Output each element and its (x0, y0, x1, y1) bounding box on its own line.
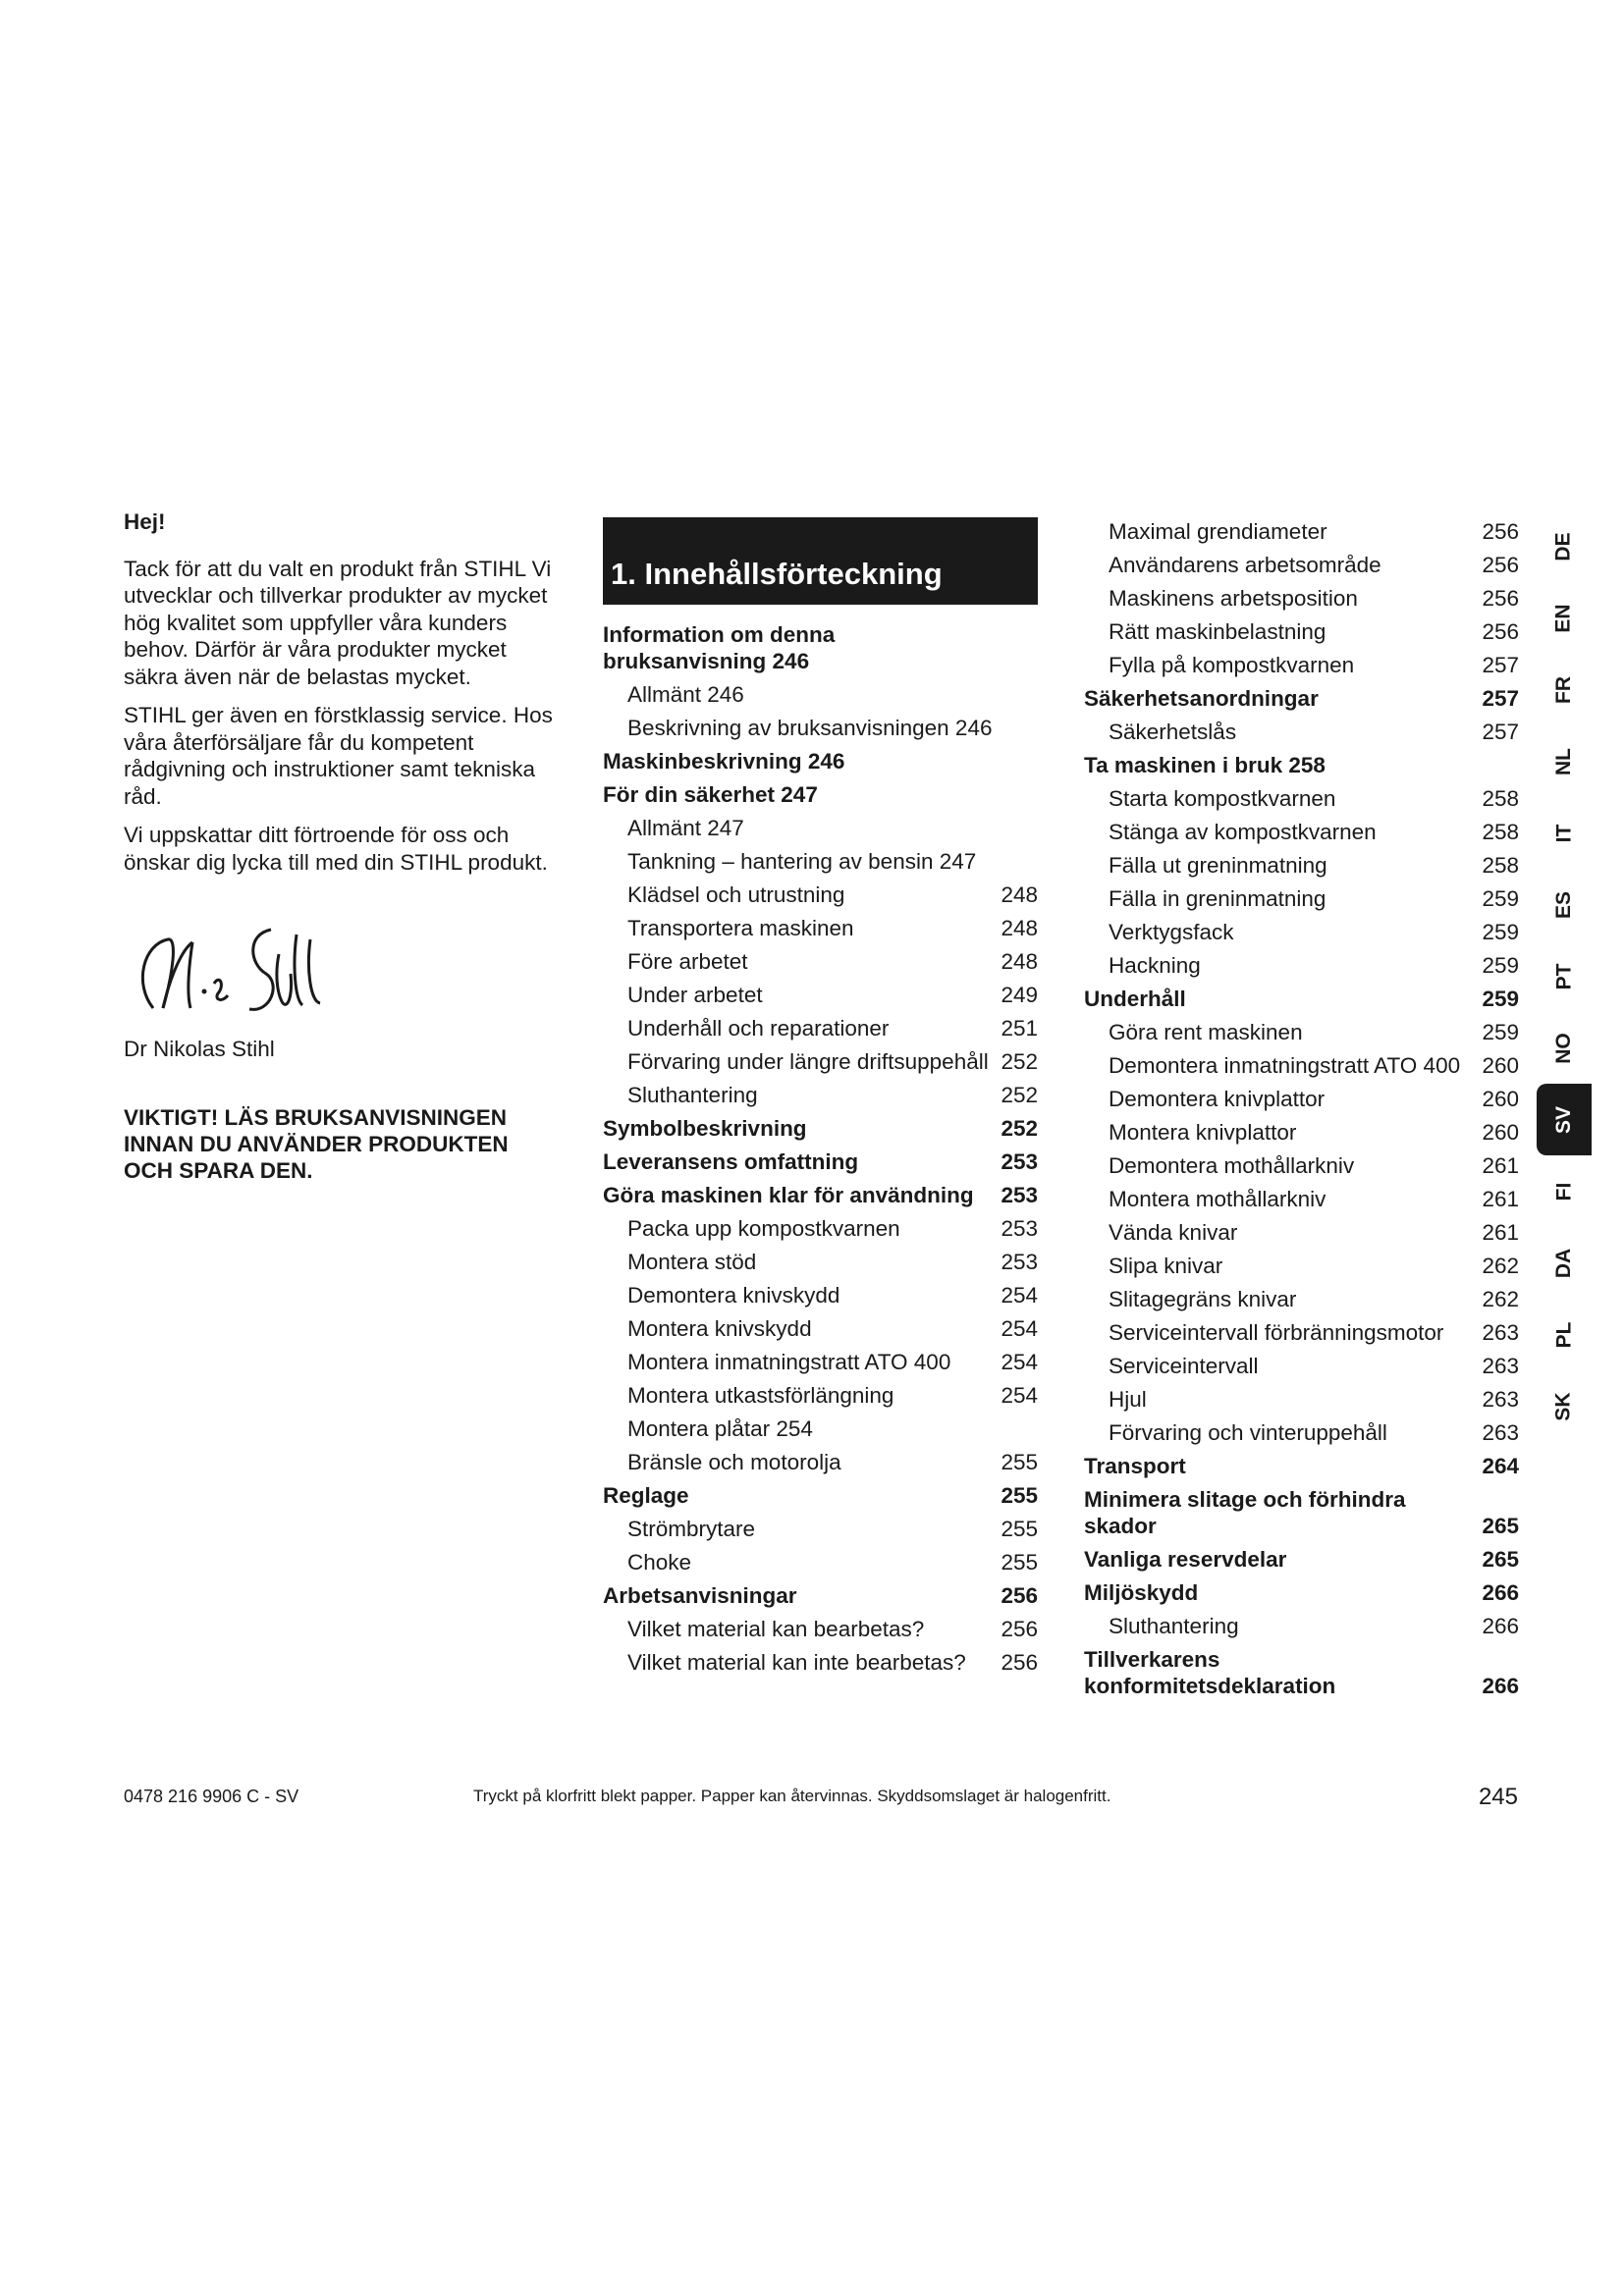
signer-name: Dr Nikolas Stihl (124, 1037, 275, 1061)
toc-entry-page: 254 (1001, 1350, 1038, 1374)
page-number: 245 (1478, 1784, 1518, 1810)
toc-entry-title: Maximal grendiameter (1109, 519, 1327, 544)
toc-entry-title: Förvaring under längre driftsuppehåll (627, 1049, 989, 1074)
toc-entry-title: Säkerhetsanordningar (1084, 686, 1319, 711)
toc-entry-page: 256 (1482, 619, 1519, 644)
toc-entry (603, 1613, 1038, 1646)
toc-entry (603, 1112, 1038, 1146)
toc-entry (1084, 1149, 1519, 1183)
language-tab-nl[interactable] (1537, 725, 1592, 797)
toc-entry-title: Förvaring och vinteruppehåll (1109, 1420, 1387, 1445)
toc-entry-page: 266 (1482, 1614, 1519, 1638)
toc-entry-page: 265 (1482, 1514, 1519, 1538)
toc-entry-title: Maskinens arbetsposition (1109, 586, 1358, 611)
toc-entry-title: Ta maskinen i bruk 258 (1084, 753, 1326, 777)
toc-entry-title: Slipa knivar (1109, 1254, 1223, 1278)
toc-entry-page: 256 (1482, 519, 1519, 544)
toc-entry-title: Göra rent maskinen (1109, 1020, 1303, 1044)
toc-entry (1084, 1250, 1519, 1283)
toc-entry-title: Symbolbeskrivning (603, 1116, 807, 1141)
toc-entry-title: Montera stöd (627, 1250, 757, 1274)
toc-entry-title: Serviceintervall (1109, 1354, 1259, 1378)
toc-entry-title: Arbetsanvisningar (603, 1583, 797, 1608)
toc-entry-title: Miljöskydd (1084, 1580, 1199, 1605)
toc-entry-title: Strömbrytare (627, 1517, 756, 1541)
language-tab-label: ES (1551, 890, 1575, 919)
paper-note: Tryckt på klorfritt blekt papper. Papper kan återvinnas. Skyddsomslaget är halogenfritt. (473, 1787, 1111, 1805)
toc-entry-title: Under arbetet (627, 983, 763, 1007)
toc-entry (1084, 1116, 1519, 1149)
toc-entry-title: Stänga av kompostkvarnen (1109, 820, 1377, 844)
toc-entry (603, 979, 1038, 1012)
toc-entry (1084, 1543, 1519, 1576)
toc-entry-page: 253 (1001, 1216, 1038, 1241)
language-tabs (1537, 510, 1592, 1442)
toc-entry-page: 256 (1001, 1583, 1038, 1608)
toc-entry (603, 1479, 1038, 1513)
toc-entry-page: 249 (1001, 983, 1038, 1007)
language-tab-label: EN (1552, 603, 1575, 633)
toc-entry (603, 1012, 1038, 1045)
toc-entry (1084, 849, 1519, 882)
toc-entry-page (995, 805, 1038, 812)
toc-entry (1084, 1283, 1519, 1316)
language-tab-da[interactable] (1537, 1227, 1592, 1299)
toc-entry-title: Montera plåtar 254 (627, 1416, 813, 1441)
toc-entry-page: 252 (1001, 1116, 1038, 1141)
intro-section (124, 508, 556, 1196)
toc-entry-page: 258 (1482, 820, 1519, 844)
toc-entry-title: Choke (627, 1550, 692, 1575)
toc-entry-page: 266 (1482, 1674, 1519, 1698)
toc-entry-page: 262 (1482, 1254, 1519, 1278)
toc-entry-title: Underhåll och reparationer (627, 1016, 890, 1041)
toc-entry-page: 258 (1482, 853, 1519, 878)
toc-entry (1084, 1216, 1519, 1250)
toc-entry-title: För din säkerhet 247 (603, 782, 818, 807)
toc-entry-page: 264 (1482, 1454, 1519, 1478)
toc-entry-title: Montera inmatningstratt ATO 400 (627, 1350, 951, 1374)
toc-entry-page (995, 1439, 1038, 1446)
handwritten-signature (124, 915, 340, 1028)
signature-image (124, 915, 556, 1028)
toc-entry-page: 257 (1482, 720, 1519, 744)
toc-entry-title: Fylla på kompostkvarnen (1109, 653, 1355, 677)
toc-entry-title: Vilket material kan inte bearbetas? (627, 1650, 966, 1675)
toc-entry-title: Montera knivskydd (627, 1316, 812, 1341)
language-tab-label: SV (1551, 1105, 1575, 1134)
toc-entry-page: 259 (1482, 920, 1519, 944)
toc-entry (1084, 515, 1519, 549)
toc-entry (603, 1045, 1038, 1079)
toc-entry (1084, 882, 1519, 916)
toc-entry-title: Demontera knivplattor (1109, 1087, 1326, 1111)
toc-entry-title: Säkerhetslås (1109, 720, 1237, 744)
toc-entry-title: Vända knivar (1109, 1220, 1238, 1245)
toc-entry-page: 263 (1482, 1420, 1519, 1445)
toc-entry-title: Starta kompostkvarnen (1109, 786, 1336, 811)
toc-entry-title: Montera mothållarkniv (1109, 1187, 1326, 1211)
toc-entry (603, 618, 1038, 678)
toc-entry (1084, 1183, 1519, 1216)
toc-entry-title: Fälla in greninmatning (1109, 886, 1326, 911)
language-tab-sv[interactable] (1537, 1084, 1592, 1155)
toc-entry (603, 1346, 1038, 1379)
toc-entry (603, 812, 1038, 845)
toc-entry-title: Rätt maskinbelastning (1109, 619, 1326, 644)
language-tab-label: DA (1552, 1248, 1575, 1278)
toc-entry (1084, 1416, 1519, 1450)
toc-entry-page: 253 (1001, 1149, 1038, 1174)
toc-entry-page: 255 (1001, 1517, 1038, 1541)
toc-entry-page: 255 (1001, 1550, 1038, 1575)
toc-column-2 (1084, 515, 1519, 1703)
language-tab-de[interactable] (1537, 510, 1592, 582)
language-tab-label: NO (1552, 1032, 1575, 1064)
toc-entry-page: 259 (1482, 886, 1519, 911)
toc-entry-page: 256 (1001, 1617, 1038, 1641)
toc-entry (1084, 649, 1519, 682)
toc-entry (1084, 1576, 1519, 1610)
toc-entry (603, 845, 1038, 879)
toc-entry (1084, 1316, 1519, 1350)
language-tab-fi[interactable] (1537, 1155, 1592, 1227)
language-tab-pl[interactable] (1537, 1299, 1592, 1370)
toc-entry (603, 912, 1038, 945)
toc-entry (603, 1413, 1038, 1446)
toc-entry (603, 1279, 1038, 1312)
toc-entry (1084, 749, 1519, 782)
intro-paragraph: Tack för att du valt en produkt från STIHL Vi utvecklar och tillverkar produkter av mycket hög kvalitet som uppfyller våra kunders behov. Därför är våra produkter mycket säkra även när de belastas mycket. (124, 556, 552, 689)
toc-entry-page: 263 (1482, 1354, 1519, 1378)
toc-entry (603, 1513, 1038, 1546)
toc-entry (603, 1179, 1038, 1212)
toc-entry-page: 255 (1001, 1450, 1038, 1474)
toc-entry-title: Demontera mothållarkniv (1109, 1153, 1355, 1178)
toc-entry-page: 256 (1482, 586, 1519, 611)
toc-entry-page: 263 (1482, 1320, 1519, 1345)
toc-entry (1084, 816, 1519, 849)
toc-entry-title: Bränsle och motorolja (627, 1450, 841, 1474)
toc-entry (603, 945, 1038, 979)
toc-entry (603, 745, 1038, 778)
toc-entry-title: Transportera maskinen (627, 916, 854, 940)
toc-column-1 (603, 618, 1038, 1680)
language-tab-label: PT (1552, 963, 1575, 989)
toc-entry-page: 253 (1001, 1250, 1038, 1274)
language-tab-label: PL (1552, 1321, 1575, 1348)
toc-heading: 1. Innehållsförteckning (603, 517, 1038, 605)
language-tab-en[interactable] (1537, 582, 1592, 654)
toc-entry (603, 678, 1038, 712)
toc-entry-title: Minimera slitage och förhindra skador (1084, 1487, 1406, 1538)
toc-entry-page: 260 (1482, 1053, 1519, 1078)
toc-entry-title: Sluthantering (1109, 1614, 1239, 1638)
toc-entry-title: Före arbetet (627, 949, 748, 974)
toc-entry (1084, 549, 1519, 582)
toc-entry-title: Beskrivning av bruksanvisningen 246 (627, 716, 993, 740)
toc-entry (603, 1312, 1038, 1346)
toc-entry-page: 258 (1482, 786, 1519, 811)
toc-entry (1084, 1643, 1519, 1703)
toc-entry-page: 265 (1482, 1547, 1519, 1572)
toc-entry-page: 254 (1001, 1316, 1038, 1341)
language-tab-label: FI (1551, 1182, 1575, 1201)
toc-entry-page: 260 (1482, 1120, 1519, 1145)
toc-entry (1084, 1450, 1519, 1483)
toc-entry-page: 254 (1001, 1383, 1038, 1408)
toc-entry-title: Klädsel och utrustning (627, 882, 845, 907)
toc-entry-page (995, 671, 1038, 678)
toc-entry-page (1476, 775, 1519, 782)
intro-paragraph: STIHL ger även en förstklassig service. Hos våra återförsäljare får du kompetent rådgivning och instruktioner samt tekniska råd. (124, 703, 553, 809)
toc-entry-page: 263 (1482, 1387, 1519, 1412)
toc-entry (603, 1146, 1038, 1179)
toc-entry-page (995, 705, 1038, 712)
toc-entry-title: Slitagegräns knivar (1109, 1287, 1297, 1311)
toc-entry-title: Reglage (603, 1483, 689, 1508)
language-tab-label: SK (1552, 1391, 1575, 1421)
toc-entry-title: Serviceintervall förbränningsmotor (1109, 1320, 1444, 1345)
toc-entry (603, 1579, 1038, 1613)
toc-entry-title: Allmänt 247 (627, 816, 744, 840)
toc-entry-page (995, 838, 1038, 845)
toc-entry (603, 712, 1038, 745)
toc-entry-page: 254 (1001, 1283, 1038, 1308)
toc-entry-title: Göra maskinen klar för användning (603, 1183, 974, 1207)
toc-entry (1084, 1083, 1519, 1116)
toc-entry-title: Användarens arbetsområde (1109, 553, 1381, 577)
toc-entry-page: 248 (1001, 949, 1038, 974)
toc-entry-page: 253 (1001, 1183, 1038, 1207)
toc-entry (603, 1079, 1038, 1112)
toc-entry-title: Hackning (1109, 953, 1201, 978)
toc-entry (1084, 782, 1519, 816)
language-tab-label: DE (1552, 531, 1575, 561)
toc-entry (1084, 1610, 1519, 1643)
toc-entry-page: 248 (1001, 916, 1038, 940)
greeting: Hej! (124, 509, 166, 534)
toc-entry (1084, 1383, 1519, 1416)
toc-entry (1084, 1016, 1519, 1049)
toc-entry (1084, 682, 1519, 716)
toc-entry (603, 778, 1038, 812)
toc-entry (1084, 582, 1519, 615)
toc-entry-page (995, 738, 1038, 745)
toc-entry-title: Transport (1084, 1454, 1186, 1478)
toc-entry (1084, 615, 1519, 649)
toc-entry (1084, 716, 1519, 749)
toc-entry-page: 248 (1001, 882, 1038, 907)
toc-entry-title: Information om denna bruksanvisning 246 (603, 622, 836, 673)
toc-entry (1084, 949, 1519, 983)
toc-entry (1084, 1049, 1519, 1083)
language-tab-es[interactable] (1537, 869, 1592, 940)
toc-entry-page: 261 (1482, 1153, 1519, 1178)
toc-entry-page: 260 (1482, 1087, 1519, 1111)
language-tab-it[interactable] (1537, 797, 1592, 869)
toc-entry-title: Vanliga reservdelar (1084, 1547, 1287, 1572)
toc-entry-title: Verktygsfack (1109, 920, 1234, 944)
toc-entry-page: 256 (1482, 553, 1519, 577)
toc-entry-title: Tillverkarens konformitetsdeklaration (1084, 1647, 1336, 1698)
toc-entry-page: 259 (1482, 953, 1519, 978)
toc-entry-title: Montera utkastsförlängning (627, 1383, 894, 1408)
toc-entry-title: Montera knivplattor (1109, 1120, 1297, 1145)
toc-entry (603, 1546, 1038, 1579)
toc-entry-title: Maskinbeskrivning 246 (603, 749, 845, 774)
toc-entry (603, 879, 1038, 912)
toc-entry (603, 1212, 1038, 1246)
toc-entry-page: 257 (1482, 653, 1519, 677)
toc-entry-page: 259 (1482, 987, 1519, 1011)
toc-entry-title: Demontera knivskydd (627, 1283, 840, 1308)
toc-entry-page: 261 (1482, 1220, 1519, 1245)
language-tab-sk[interactable] (1537, 1370, 1592, 1442)
toc-entry-page: 257 (1482, 686, 1519, 711)
toc-entry-page: 259 (1482, 1020, 1519, 1044)
toc-entry-page (995, 872, 1038, 879)
toc-entry-title: Leveransens omfattning (603, 1149, 859, 1174)
intro-paragraph: Vi uppskattar ditt förtroende för oss och önskar dig lycka till med din STIHL produkt. (124, 823, 548, 875)
toc-entry-page: 266 (1482, 1580, 1519, 1605)
toc-entry-title: Underhåll (1084, 987, 1186, 1011)
toc-entry-page: 255 (1001, 1483, 1038, 1508)
toc-entry-page: 261 (1482, 1187, 1519, 1211)
toc-entry (603, 1446, 1038, 1479)
language-tab-pt[interactable] (1537, 940, 1592, 1012)
toc-entry-page: 256 (1001, 1650, 1038, 1675)
toc-entry-page (995, 772, 1038, 778)
toc-entry-page: 262 (1482, 1287, 1519, 1311)
language-tab-label: IT (1551, 824, 1575, 842)
toc-entry-title: Fälla ut greninmatning (1109, 853, 1327, 878)
toc-entry (603, 1646, 1038, 1680)
warning-text: VIKTIGT! LÄS BRUKSANVISNINGEN INNAN DU ANVÄNDER PRODUKTEN OCH SPARA DEN. (124, 1104, 509, 1183)
toc-entry-title: Sluthantering (627, 1083, 758, 1107)
toc-entry-title: Demontera inmatningstratt ATO 400 (1109, 1053, 1461, 1078)
toc-entry (1084, 916, 1519, 949)
toc-entry (603, 1246, 1038, 1279)
document-code: 0478 216 9906 C - SV (124, 1787, 299, 1806)
language-tab-label: FR (1552, 675, 1575, 704)
toc-entry-title: Tankning – hantering av bensin 247 (627, 849, 977, 874)
language-tab-fr[interactable] (1537, 654, 1592, 725)
toc-entry (1084, 1483, 1519, 1543)
language-tab-no[interactable] (1537, 1012, 1592, 1084)
toc-entry-title: Hjul (1109, 1387, 1147, 1412)
toc-entry-title: Vilket material kan bearbetas? (627, 1617, 925, 1641)
toc-entry-title: Packa upp kompostkvarnen (627, 1216, 900, 1241)
toc-entry (603, 1379, 1038, 1413)
toc-entry-page: 252 (1001, 1049, 1038, 1074)
toc-entry-page: 252 (1001, 1083, 1038, 1107)
toc-entry (1084, 1350, 1519, 1383)
language-tab-label: NL (1552, 747, 1575, 775)
toc-entry (1084, 983, 1519, 1016)
toc-entry-title: Allmänt 246 (627, 682, 744, 707)
toc-entry-page: 251 (1001, 1016, 1038, 1041)
